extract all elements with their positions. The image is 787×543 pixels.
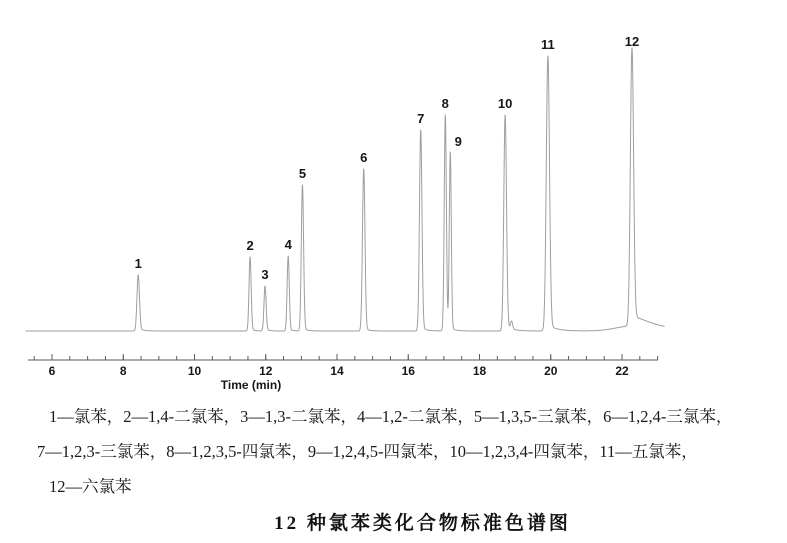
x-axis-tick-label: 12 xyxy=(259,364,273,378)
chromatogram-trace xyxy=(25,48,664,331)
peak-legend-line-2: 7—1,2,3-三氯苯，8—1,2,3,5-四氯苯，9—1,2,4,5-四氯苯，10—1,2,3,4-四氯苯，11—五氯苯， xyxy=(37,442,698,461)
peak-label-5: 5 xyxy=(298,166,307,181)
x-axis-tick-label: 8 xyxy=(119,364,127,378)
x-axis-tick-label: 18 xyxy=(472,364,487,378)
peak-legend-line-3: 12—六氯苯 xyxy=(49,477,132,496)
x-axis-tick-label: 14 xyxy=(330,364,344,378)
peak-label-10: 10 xyxy=(497,96,513,111)
peak-label-3: 3 xyxy=(261,267,269,282)
x-axis-tick-label: 6 xyxy=(48,364,56,378)
peak-label-11: 11 xyxy=(541,37,555,52)
figure-caption: 12 种氯苯类化合物标准色谱图 xyxy=(274,513,571,534)
peak-label-1: 1 xyxy=(134,256,142,271)
x-axis-title: Time (min) xyxy=(220,378,282,392)
peak-label-12: 12 xyxy=(624,34,640,49)
x-axis-tick-label: 16 xyxy=(401,364,415,378)
peak-label-7: 7 xyxy=(417,111,425,126)
peak-label-6: 6 xyxy=(360,150,368,165)
x-axis-tick-label: 22 xyxy=(615,364,629,378)
x-axis-tick-label: 10 xyxy=(187,364,202,378)
x-axis-tick-label: 20 xyxy=(544,364,558,378)
peak-label-8: 8 xyxy=(441,96,449,111)
peak-label-4: 4 xyxy=(284,237,292,252)
peak-label-2: 2 xyxy=(246,238,254,253)
peak-label-9: 9 xyxy=(454,134,462,149)
peak-legend-line-1: 1—氯苯，2—1,4-二氯苯，3—1,3-二氯苯，4—1,2-二氯苯，5—1,3,5-三氯苯，6—1,2,4-三氯苯， xyxy=(49,407,733,426)
